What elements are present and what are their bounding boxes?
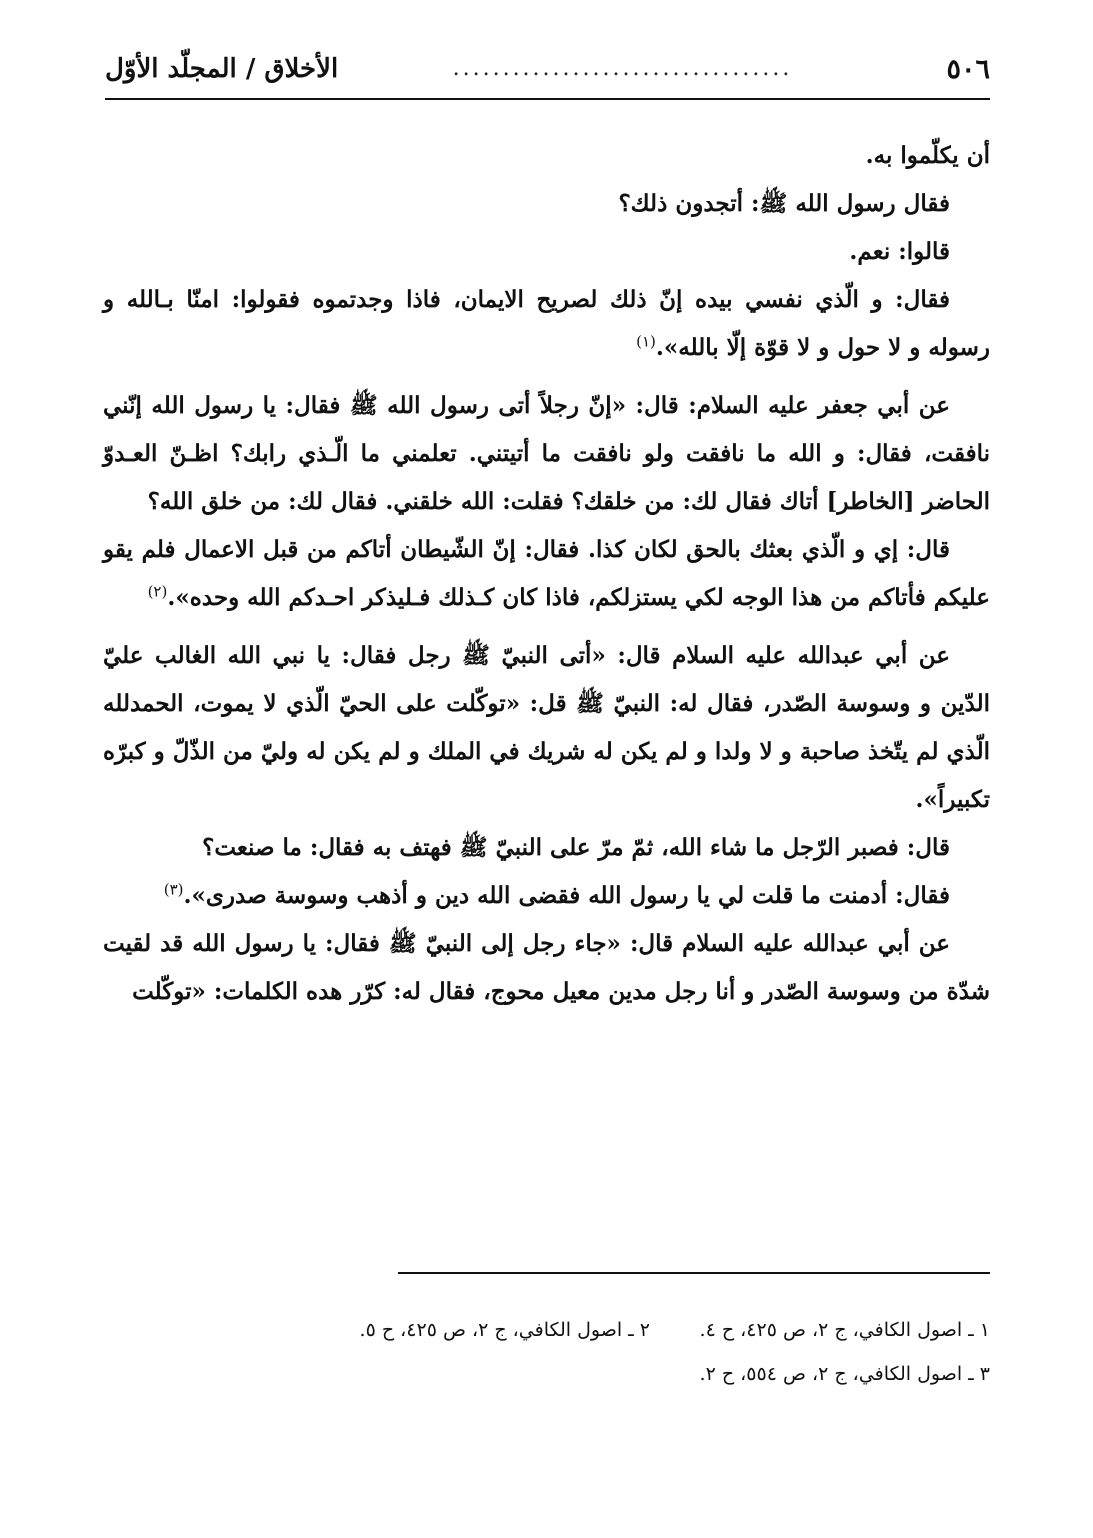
footnotes	[103, 1308, 990, 1396]
paragraph: عن أبي جعفر عليه السلام: قال: «إنّ رجلاً أتى رسول الله ﷺ فقال: يا رسول الله إنّني نافقت، فقال: و الله ما نافقت ولو نافقت ما أتيتني. تعلمني ما الّـذي رابك؟ اظـنّ العـدوّ الحاضر [الخاطر] أتاك فقال لك: من خلقك؟ فقلت: الله خلقني. فقال لك: من خلق الله؟	[103, 392, 990, 515]
footnote-rule	[398, 1272, 990, 1274]
paragraph: أن يكلّموا به.	[865, 142, 990, 169]
paragraph: فقال رسول الله ﷺ: أتجدون ذلك؟	[618, 190, 950, 217]
running-title: الأخلاق / المجلّد الأوّل	[105, 54, 339, 84]
paragraph: قالوا: نعم.	[849, 238, 950, 265]
paragraph: فقال: أدمنت ما قلت لي يا رسول الله فقضى الله دين و أذهب وسوسة صدرى».$^{(٣)}$	[163, 880, 950, 909]
paragraph: قال: إي و الّذي بعثك بالحق لكان كذا. فقال: إنّ الشّيطان أتاكم من قبل الاعمال فلم يقو عليكم فأتاكم من هذا الوجه لكي يستزلكم، فاذا كان كـذلك فـليذكر احـدكم الله وحده».$^{(٢)}$	[103, 536, 990, 611]
footnote-ref: (٣)	[163, 880, 184, 899]
paragraph: عن أبي عبدالله عليه السلام قال: «أتى النبيّ ﷺ رجل فقال: يا نبي الله الغالب عليّ الدّين و وسوسة الصّدر، فقال له: النبيّ ﷺ قل: «توكّلت على الحيّ الّذي لا يموت، الحمدلله الّذي لم يتّخذ صاحبة و لا ولدا و لم يكن له شريك في الملك و لم يكن له وليّ من الذّلّ و كبرّه تكبيراً».	[103, 642, 990, 813]
paragraph: قال: فصبر الرّجل ما شاء الله، ثمّ مرّ على النبيّ ﷺ فهتف به فقال: ما صنعت؟	[202, 834, 950, 861]
footnote-2: ٢ ـ اصول الكافي، ج ٢، ص ٤٢٥، ح ٥.	[359, 1319, 650, 1341]
header-leader-dots: ..................................	[452, 56, 793, 81]
footnote-row	[103, 1352, 990, 1396]
footnote-1: ١ ـ اصول الكافي، ج ٢، ص ٤٢٥، ح ٤.	[699, 1319, 990, 1341]
paragraph: فقال: و الّذي نفسي بيده إنّ ذلك لصريح الايمان، فاذا وجدتموه فقولوا: امنّا بـالله و رسوله و لا حول و لا قوّة إلّا بالله».$^{(١)}$	[103, 286, 990, 361]
footnote-ref: (٢)	[147, 582, 168, 601]
footnote-ref: (١)	[636, 332, 656, 351]
footnote-3: ٣ ـ اصول الكافي، ج ٢، ص ٥٥٤، ح ٢.	[699, 1363, 990, 1385]
running-header	[105, 50, 990, 98]
main-text	[103, 132, 990, 1016]
footnote-row	[103, 1308, 990, 1352]
header-rule	[105, 98, 990, 100]
page-number: ٥٠٦	[946, 54, 990, 85]
paragraph: عن أبي عبدالله عليه السلام قال: «جاء رجل إلى النبيّ ﷺ فقال: يا رسول الله قد لقيت شدّة من وسوسة الصّدر و أنا رجل مدين معيل محوج، فقال له: كرّر هده الكلمات: «توكّلت	[103, 930, 990, 1005]
